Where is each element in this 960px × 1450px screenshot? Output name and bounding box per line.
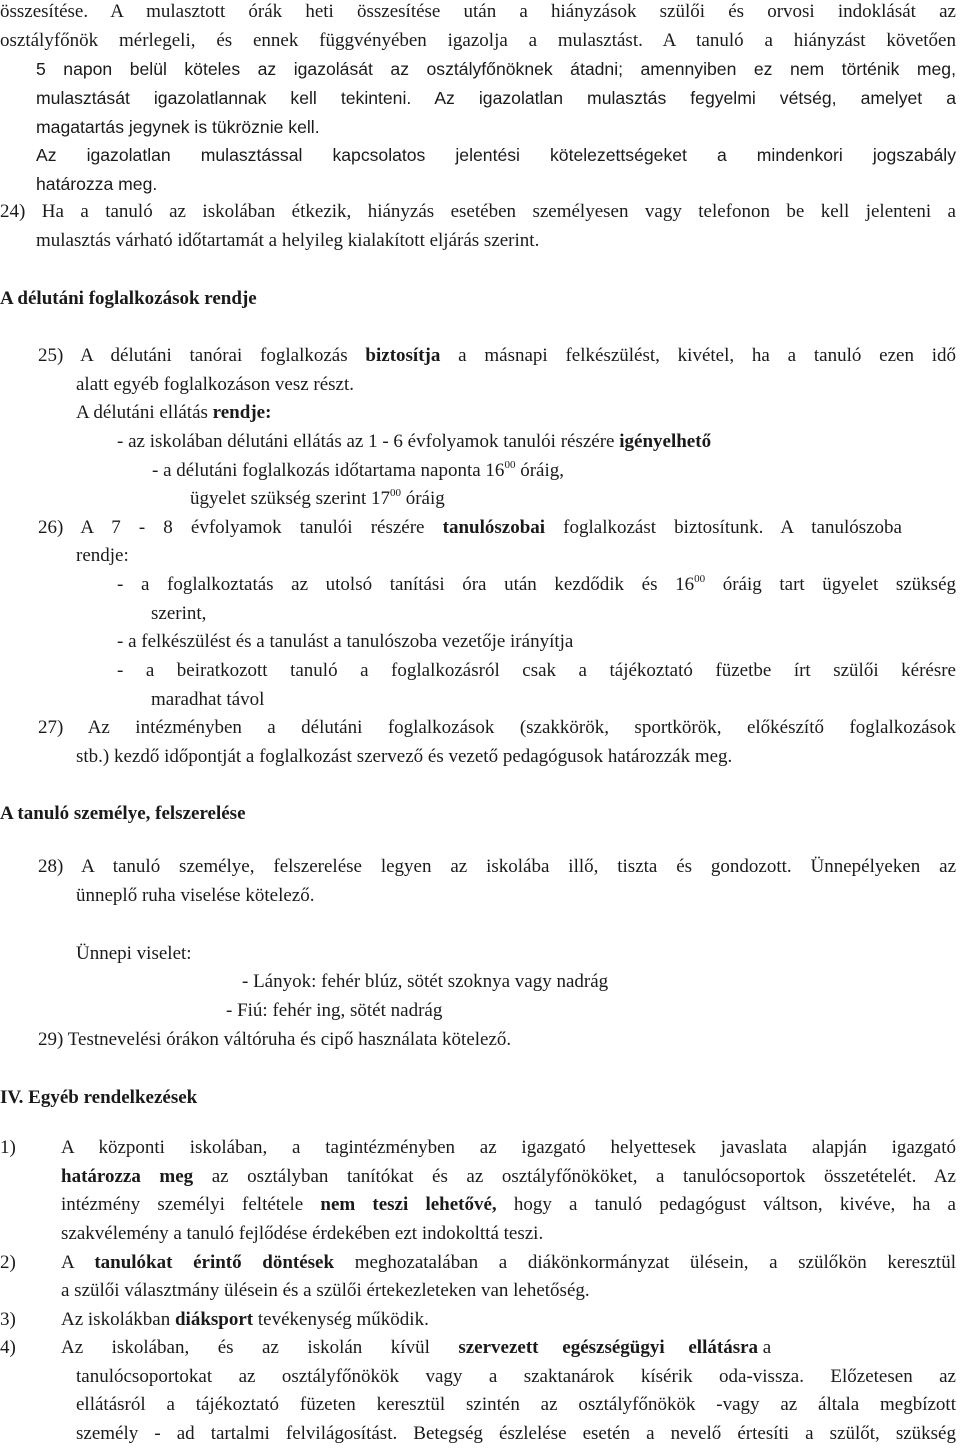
paragraph-line: rendje: [76, 545, 129, 566]
paragraph-line: ügyelet szükség szerint $17^{00}$ óráig [190, 486, 445, 509]
list-item-29: 29) Testnevelési órákon váltóruha és cipő használata kötelező. [38, 1029, 512, 1050]
paragraph-line: határozza meg az osztályban tanítókat és az osztályfőnököket, a tanulócsoportok összetételét. Az [61, 1166, 956, 1187]
list-number: 2) [0, 1252, 16, 1273]
list-number: 1) [0, 1137, 16, 1158]
list-number: 4) [0, 1337, 16, 1358]
section-heading: IV. Egyéb rendelkezések [0, 1087, 198, 1108]
paragraph-line: ünneplő ruha viselése kötelező. [76, 885, 315, 906]
section-heading: A délutáni foglalkozások rendje [0, 288, 257, 309]
paragraph-line: maradhat távol [151, 689, 265, 710]
list-number: 3) [0, 1309, 16, 1330]
list-item-25: 25) A délutáni tanórai foglalkozás biztosítja a másnapi felkészülést, kivétel, ha a tanuló ezen idő [38, 345, 957, 366]
bullet-item: - Lányok: fehér blúz, sötét szoknya vagy nadrág [242, 971, 609, 992]
list-item-27: 27) Az intézményben a délutáni foglalkozások (szakkörök, sportkörök, előkészítő foglalkozások [38, 717, 956, 738]
paragraph-line: határozza meg. [36, 174, 158, 194]
paragraph-line: Ünnepi viselet: [76, 943, 192, 964]
paragraph-line: személy - ad tartalmi felvilágosítást. Betegség észlelése esetén a nevelő értesíti a szülőt, szükség [76, 1423, 956, 1444]
list-item-1: A központi iskolában, a tagintézményben az igazgató helyettesek javaslata alapján igazgató [61, 1137, 956, 1158]
bullet-item: - a felkészülést és a tanulást a tanulószoba vezetője irányítja [117, 631, 574, 652]
bullet-item: - a beiratkozott tanuló a foglalkozásról csak a tájékoztató füzetbe írt szülői kérésre [117, 660, 956, 681]
paragraph-line: összesítése. A mulasztott órák heti összesítése után a hiányzások szülői és orvosi indoklását az [0, 1, 956, 22]
list-item-4: Az iskolában, és az iskolán kívül szervezett egészségügyi ellátásra a [61, 1337, 772, 1358]
paragraph-line: A délutáni ellátás rendje: [76, 402, 272, 423]
list-item-26: 26) A 7 - 8 évfolyamok tanulói részére tanulószobai foglalkozást biztosítunk. A tanulószoba [38, 517, 902, 538]
paragraph-line: ellátásról a tájékoztató füzeten keresztül szintén az osztályfőnökök -vagy az általa megbízott [76, 1394, 956, 1415]
paragraph-line: szakvélemény a tanuló fejlődése érdekében ezt indokolttá teszi. [61, 1223, 544, 1244]
paragraph-line: mulasztás várható időtartamát a helyileg kialakított eljárás szerint. [36, 230, 540, 251]
paragraph-line: alatt egyéb foglalkozáson vesz részt. [76, 374, 355, 395]
list-item-28: 28) A tanuló személye, felszerelése legyen az iskolába illő, tiszta és gondozott. Ünnepélyeken az [38, 856, 956, 877]
bullet-item: - Fiú: fehér ing, sötét nadrág [226, 1000, 443, 1021]
list-item-2: A tanulókat érintő döntések meghozatalában a diákönkormányzat ülésein, a szülőkön keresztül [61, 1252, 956, 1273]
paragraph-line: a szülői választmány ülésein és a szülői értekezleteken van lehetőség. [61, 1280, 590, 1301]
bullet-item: - a délutáni foglalkozás időtartama naponta $16^{00}$ óráig, [152, 458, 564, 481]
paragraph-line: 5 napon belül köteles az igazolását az osztályfőnöknek átadni; amennyiben ez nem történik meg, [36, 59, 956, 79]
bullet-item: - a foglalkoztatás az utolsó tanítási óra után kezdődik és $16^{00}$ óráig tart ügyelet szükség [117, 572, 956, 595]
paragraph-line: intézmény személyi feltétele nem teszi lehetővé, hogy a tanuló pedagógust váltson, kivéve, ha a [61, 1194, 956, 1215]
paragraph-line: osztályfőnök mérlegeli, és ennek függvényében igazolja a mulasztást. A tanuló a hiányzást követően [0, 30, 956, 51]
list-item-24: 24) Ha a tanuló az iskolában étkezik, hiányzás esetében személyesen vagy telefonon be kell jelenteni a [0, 201, 956, 222]
paragraph-line: magatartás jegynek is tükröznie kell. [36, 117, 320, 137]
paragraph-line: tanulócsoportokat az osztályfőnökök vagy a szaktanárok kísérik oda-vissza. Előzetesen az [76, 1366, 956, 1387]
paragraph-line: stb.) kezdő időpontját a foglalkozást szervező és vezető pedagógusok határozzák meg. [76, 746, 733, 767]
paragraph-line: szerint, [151, 603, 207, 624]
paragraph-line: Az igazolatlan mulasztással kapcsolatos jelentési kötelezettségeket a mindenkori jogszabály [36, 145, 956, 165]
bullet-item: - az iskolában délutáni ellátás az 1 - 6 évfolyamok tanulói részére igényelhető [117, 431, 712, 452]
paragraph-line: mulasztását igazolatlannak kell tekinteni. Az igazolatlan mulasztás fegyelmi vétség, amelyet a [36, 88, 956, 108]
list-item-3: Az iskolákban diáksport tevékenység működik. [61, 1309, 429, 1330]
section-heading: A tanuló személye, felszerelése [0, 803, 246, 824]
